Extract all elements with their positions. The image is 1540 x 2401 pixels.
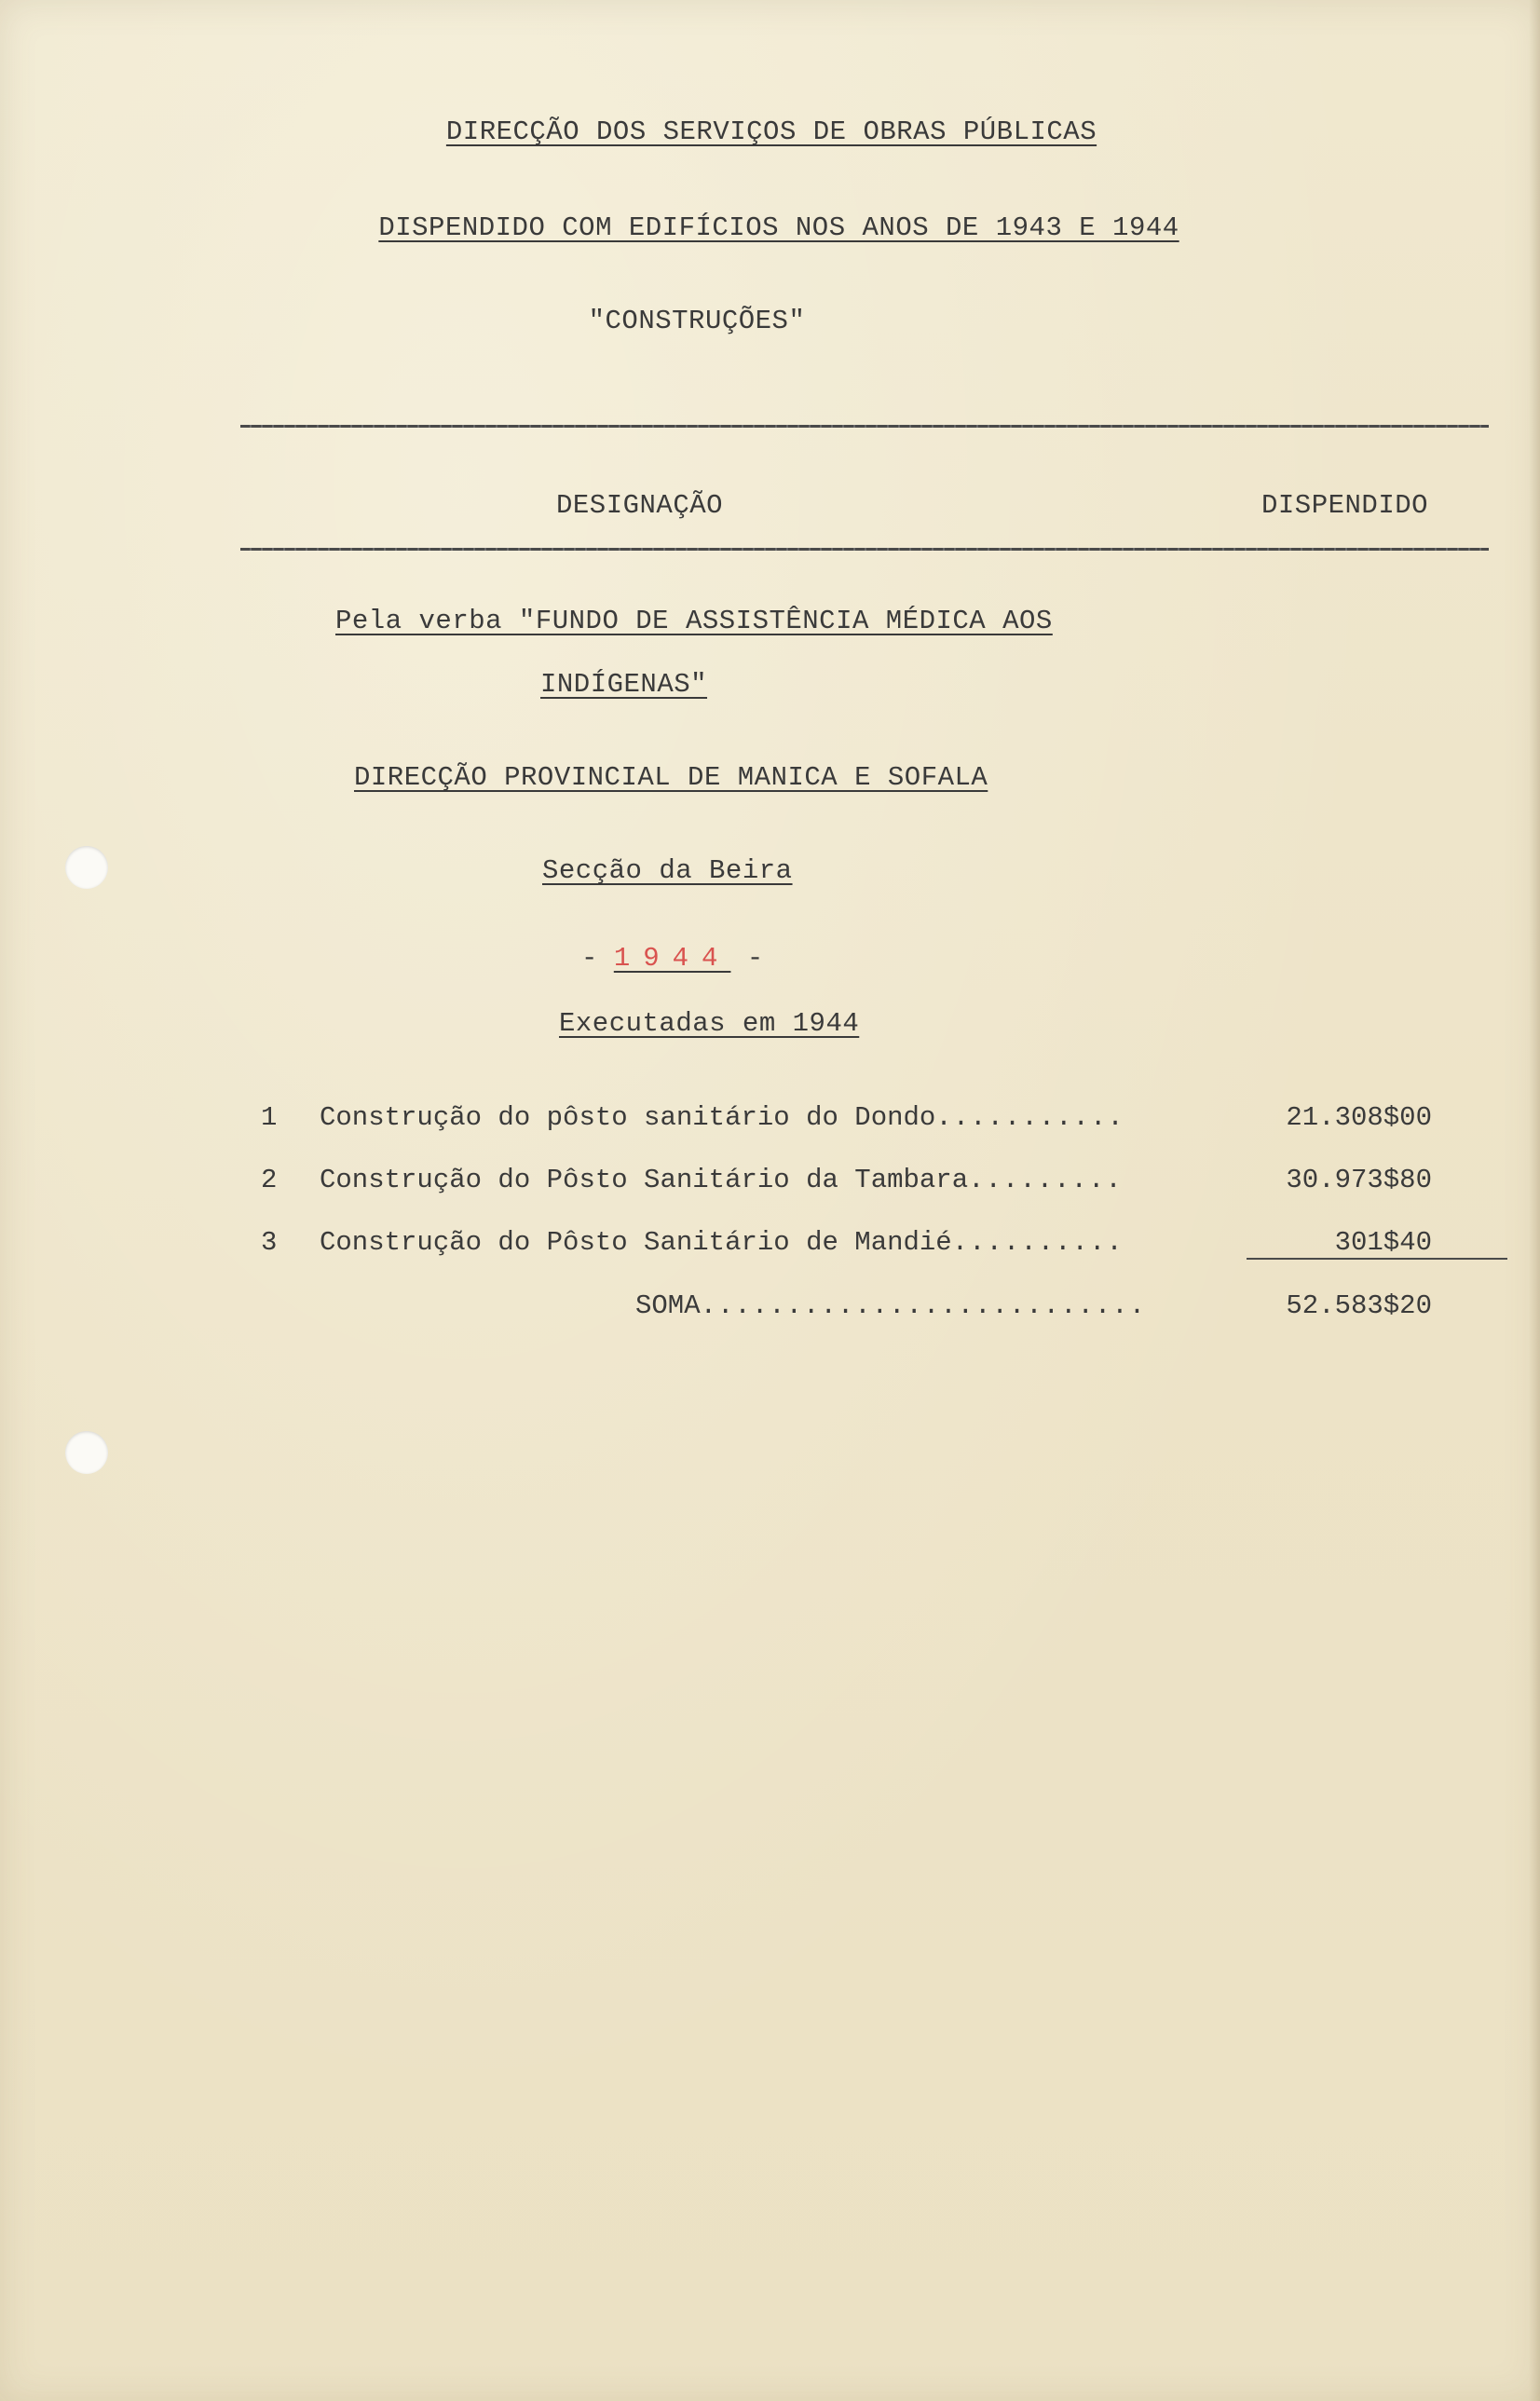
item-number: 1 [261,1102,278,1133]
verba-line-2: INDÍGENAS" [540,669,708,700]
item-amount: 301$40 [1334,1227,1432,1258]
year-dash-right: - [730,943,764,974]
item-number: 3 [261,1227,278,1258]
direccao-provincial: DIRECÇÃO PROVINCIAL DE MANICA E SOFALA [354,762,988,793]
item-number: 2 [261,1165,278,1195]
total-leader-dots: .......................... [700,1290,1147,1321]
year-dash-left: - [581,943,614,974]
column-header-dispendido: DISPENDIDO [1261,490,1429,521]
item-leader-dots: .......... [951,1227,1124,1258]
punch-hole-bottom [65,1431,108,1474]
table-header-top-rule [240,425,1489,428]
item-description [320,1227,1124,1258]
executadas-heading: Executadas em 1944 [559,1008,860,1039]
item-description [320,1102,1124,1133]
total-amount: 52.583$20 [1286,1290,1432,1321]
year-value: 1944 [613,943,731,974]
year-heading [581,943,763,974]
item-leader-dots: ......... [968,1165,1123,1195]
column-header-designacao: DESIGNAÇÃO [556,490,724,521]
item-leader-dots: ........... [935,1102,1124,1133]
item-description [320,1165,1123,1195]
item-description-text: Construção do pôsto sanitário do Dondo [320,1102,936,1133]
header-title: DIRECÇÃO DOS SERVIÇOS DE OBRAS PÚBLICAS [445,116,1097,147]
table-header-bottom-rule [240,548,1489,551]
item-description-text: Construção do Pôsto Sanitário da Tambara [320,1165,969,1195]
page-edge-shadow [1529,0,1540,2401]
header-subtitle: DISPENDIDO COM EDIFÍCIOS NOS ANOS DE 1943 E 1944 [378,212,1179,243]
punch-hole-top [65,846,108,889]
total-label-text: SOMA [635,1290,701,1321]
item-description-text: Construção do Pôsto Sanitário de Mandié [320,1227,952,1258]
verba-line-1: Pela verba "FUNDO DE ASSISTÊNCIA MÉDICA AOS [335,606,1053,636]
item-amount: 21.308$00 [1286,1102,1432,1133]
header-category: "CONSTRUÇÕES" [588,306,806,336]
sum-underline [1247,1258,1507,1260]
item-amount: 30.973$80 [1286,1165,1432,1195]
total-label [635,1290,1146,1321]
seccao-heading: Secção da Beira [542,855,793,886]
